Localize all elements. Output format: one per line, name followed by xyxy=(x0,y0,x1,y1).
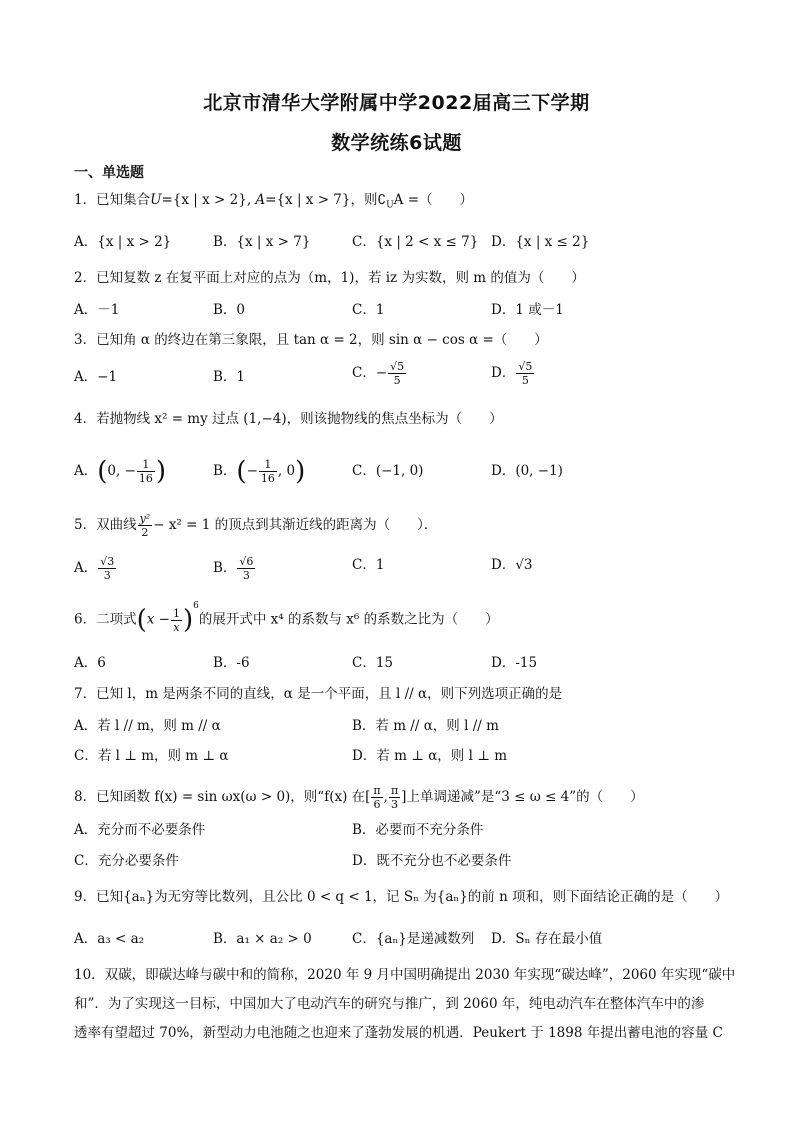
q5-a-fraction xyxy=(98,555,116,582)
q3-d-prefix: D． xyxy=(491,365,516,381)
q4-a-prefix: A． xyxy=(74,463,98,479)
question-5-stem xyxy=(74,512,437,539)
q4-a-fraction xyxy=(137,458,155,485)
question-10-line-2: 和”．为了实现这一目标，中国加大了电动汽车的研究与推广，到 2060 年，纯电动汽车在整体汽车中的渗 xyxy=(74,996,705,1012)
q9-option-d[interactable]: D．Sₙ 存在最小值 xyxy=(491,931,603,947)
q3-d-numerator: √5 xyxy=(518,360,533,373)
q3-d-fraction xyxy=(516,360,534,387)
q5-option-b[interactable] xyxy=(213,555,256,582)
q3-c-fraction xyxy=(388,360,406,387)
q1-option-d[interactable]: D．{x | x ≤ 2} xyxy=(491,234,590,250)
q1-text-a: 1．已知集合 xyxy=(74,192,151,208)
q8-fraction-1 xyxy=(371,784,382,811)
q9-option-c[interactable]: C．{aₙ}是递减数列 xyxy=(352,931,475,947)
q4-b-open-paren: ( xyxy=(236,456,247,487)
q5-b-prefix: B． xyxy=(213,560,237,576)
q9-option-a[interactable]: A．a₃ < a₂ xyxy=(74,931,145,947)
q3-c-denominator: 5 xyxy=(393,374,401,387)
question-10-line-3: 透率有望超过 70%，新型动力电池随之也迎来了蓬勃发展的机遇．Peukert 于 1898 年提出蓄电池的容量 C xyxy=(74,1025,723,1041)
q2-option-c[interactable]: C．1 xyxy=(352,302,385,318)
q2-option-a[interactable]: A．－1 xyxy=(74,302,120,318)
q7-option-c[interactable]: C．若 l ⊥ m，则 m ⊥ α xyxy=(74,748,229,764)
q4-b-numerator: 1 xyxy=(259,458,277,472)
q6-option-d[interactable]: D．-15 xyxy=(491,655,538,671)
q6-power: 6 xyxy=(193,601,199,611)
question-1-stem xyxy=(74,190,473,216)
q5-a-denominator: 3 xyxy=(103,569,111,582)
q3-c-prefix: C．− xyxy=(352,365,388,381)
q8-fraction-2 xyxy=(389,784,400,811)
q4-b-right: , 0 xyxy=(277,463,296,479)
q4-a-denominator: 16 xyxy=(138,472,153,485)
q4-b-prefix: B． xyxy=(213,463,237,479)
q8-frac2-numerator: π xyxy=(390,784,399,797)
q8-text-a: 8．已知函数 f(x) = sin ωx(ω > 0)，则“f(x) 在[ xyxy=(74,789,371,805)
q1-text-f: U xyxy=(386,200,394,211)
q8-text-b: ]上单调递减”是“3 ≤ ω ≤ 4”的（ ） xyxy=(401,789,644,805)
q5-option-a[interactable] xyxy=(74,555,117,582)
q8-option-b[interactable]: B．必要而不充分条件 xyxy=(352,822,484,838)
q6-fraction xyxy=(171,607,182,634)
exam-title-line2: 数学统练6试题 xyxy=(331,132,462,154)
q4-b-left: − xyxy=(246,463,258,479)
q5-stem-fraction xyxy=(138,512,153,539)
question-6-stem xyxy=(74,601,499,635)
q3-c-numerator: √5 xyxy=(390,360,405,373)
q4-b-close-paren: ) xyxy=(295,456,306,487)
q4-option-b[interactable] xyxy=(213,458,305,485)
q4-a-numerator: 1 xyxy=(137,458,155,472)
q5-option-c[interactable]: C．1 xyxy=(352,557,385,573)
q9-option-b[interactable]: B．a₁ × a₂ > 0 xyxy=(213,931,312,947)
question-2-stem: 2．已知复数 z 在复平面上对应的点为（m，1)，若 iz 为实数，则 m 的值为（ ） xyxy=(74,270,585,286)
q5-b-numerator: √6 xyxy=(239,555,254,568)
q6-inner: x − xyxy=(146,611,170,628)
q2-option-d[interactable]: D．1 或－1 xyxy=(491,302,564,318)
q8-option-c[interactable]: C．充分必要条件 xyxy=(74,853,179,869)
q7-option-d[interactable]: D．若 m ⊥ α，则 l ⊥ m xyxy=(352,748,507,764)
q8-comma: , xyxy=(383,789,388,805)
q6-open-paren: ( xyxy=(136,605,147,635)
q1-text-d: A xyxy=(255,192,266,208)
q4-option-a[interactable] xyxy=(74,458,166,485)
q2-option-b[interactable]: B．0 xyxy=(213,302,246,318)
q4-a-close-paren: ) xyxy=(155,456,167,487)
q1-text-g: A =（ ） xyxy=(393,192,474,208)
q3-option-d[interactable] xyxy=(491,360,535,387)
question-10-line-1: 10．双碳，即碳达峰与碳中和的简称，2020 年 9 月中国明确提出 2030 年实现“碳达峰”，2060 年实现“碳中 xyxy=(74,967,736,983)
q4-option-c[interactable]: C．(−1, 0) xyxy=(352,463,424,479)
q1-option-c[interactable]: C．{x | 2 < x ≤ 7} xyxy=(352,234,479,250)
q6-option-c[interactable]: C．15 xyxy=(352,655,394,671)
q6-option-b[interactable]: B．-6 xyxy=(213,655,250,671)
q5-option-d[interactable]: D．√3 xyxy=(491,557,533,573)
q4-b-denominator: 16 xyxy=(260,472,275,485)
q8-frac1-denominator: 6 xyxy=(373,798,381,811)
question-9-stem: 9．已知{aₙ}为无穷等比数列，且公比 0 < q < 1，记 Sₙ 为{aₙ}的前 n 项和，则下面结论正确的是（ ） xyxy=(74,889,729,905)
q5-stem-numerator: y² xyxy=(139,512,151,525)
q3-option-b[interactable]: B．1 xyxy=(213,369,246,385)
q5-text-a: 5．双曲线 xyxy=(74,517,137,533)
q3-d-denominator: 5 xyxy=(521,374,529,387)
q8-option-d[interactable]: D．既不充分也不必要条件 xyxy=(352,853,512,869)
q5-a-prefix: A． xyxy=(74,560,98,576)
q5-text-b: − x² = 1 的顶点到其渐近线的距离为（ ）． xyxy=(153,517,438,533)
q1-text-b: U xyxy=(150,192,162,208)
question-3-stem: 3．已知角 α 的终边在第三象限，且 tan α = 2，则 sin α − cos α =（ ） xyxy=(74,332,548,348)
q6-text-a: 6．二项式 xyxy=(74,611,137,628)
q3-option-a[interactable]: A．−1 xyxy=(74,369,118,385)
question-7-stem: 7．已知 l，m 是两条不同的直线，α 是一个平面，且 l // α，则下列选项正确的是 xyxy=(74,686,563,702)
q6-text-b: 的展开式中 x⁴ 的系数与 x⁶ 的系数之比为（ ） xyxy=(198,611,499,628)
q4-option-d[interactable]: D．(0, −1) xyxy=(491,463,563,479)
q7-option-b[interactable]: B．若 m // α，则 l // m xyxy=(352,718,499,734)
q7-option-a[interactable]: A．若 l // m，则 m // α xyxy=(74,718,221,734)
q5-a-numerator: √3 xyxy=(100,555,115,568)
q4-b-fraction xyxy=(259,458,277,485)
q6-close-paren: ) xyxy=(182,605,194,635)
q5-stem-denominator: 2 xyxy=(141,526,149,539)
q1-text-c: ={x | x > 2}, xyxy=(161,192,256,208)
q6-numerator: 1 xyxy=(172,606,180,620)
q1-option-a[interactable]: A．{x | x > 2} xyxy=(74,234,172,250)
q1-option-b[interactable]: B．{x | x > 7} xyxy=(213,234,311,250)
q6-denominator: x xyxy=(173,620,180,634)
q8-frac2-denominator: 3 xyxy=(391,798,399,811)
q4-a-open-paren: ( xyxy=(97,456,108,487)
question-4-stem: 4．若抛物线 x² = my 过点 (1,−4)，则该抛物线的焦点坐标为（ ） xyxy=(74,411,503,427)
q1-text-e: ={x | x > 7}，则∁ xyxy=(265,192,387,208)
q5-b-fraction xyxy=(237,555,255,582)
q5-b-denominator: 3 xyxy=(242,569,250,582)
q8-option-a[interactable]: A．充分而不必要条件 xyxy=(74,822,206,838)
section-heading: 一、单选题 xyxy=(74,165,144,181)
q6-option-a[interactable]: A．6 xyxy=(74,655,106,671)
exam-title-line1: 北京市清华大学附属中学2022届高三下学期 xyxy=(203,92,590,114)
q8-frac1-numerator: π xyxy=(373,784,381,797)
q3-option-c[interactable] xyxy=(352,360,407,387)
q4-a-left: 0, − xyxy=(107,463,136,479)
question-8-stem xyxy=(74,784,644,811)
